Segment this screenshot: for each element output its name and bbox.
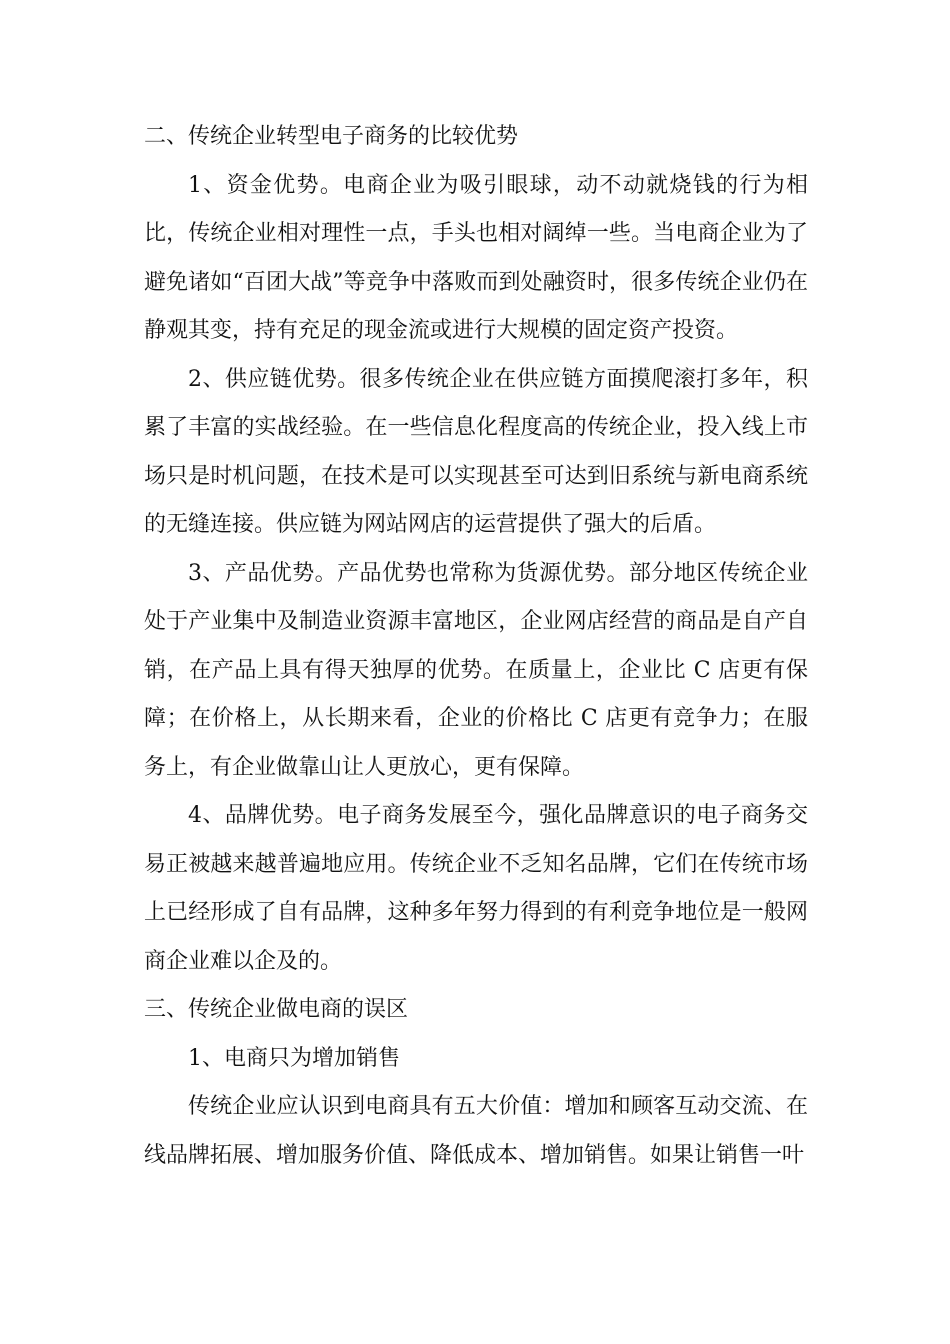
paragraph-supply-chain-advantage: 2、供应链优势。很多传统企业在供应链方面摸爬滚打多年，积累了丰富的实战经验。在一些信息化程度高的传统企业，投入线上市场只是时机问题，在技术是可以实现甚至可达到旧系统与新电商系统的无缝连接。供应链为网站网店的运营提供了强大的后盾。 [144,366,808,537]
subheading-sales-only: 1、电商只为增加销售 [188,1045,400,1071]
paragraph-capital-advantage: 1、资金优势。电商企业为吸引眼球，动不动就烧钱的行为相比，传统企业相对理性一点，手头也相对阔绰一些。当电商企业为了避免诸如“百团大战”等竞争中落败而到处融资时，很多传统企业仍在静观其变，持有充足的现金流或进行大规模的固定资产投资。 [144,172,808,343]
section-heading-advantages: 二、传统企业转型电子商务的比较优势 [144,124,519,149]
paragraph-brand-advantage: 4、品牌优势。电子商务发展至今，强化品牌意识的电子商务交易正被越来越普遍地应用。传统企业不乏知名品牌，它们在传统市场上已经形成了自有品牌，这种多年努力得到的有利竞争地位是一般网商企业难以企及的。 [144,803,808,974]
paragraph-product-advantage: 3、产品优势。产品优势也常称为货源优势。部分地区传统企业处于产业集中及制造业资源丰富地区，企业网店经营的商品是自产自销，在产品上具有得天独厚的优势。在质量上，企业比 C 店更有保障；在价格上，从长期来看，企业的价格比 C 店更有竞争力；在服务上，有企业做靠山让人更放心，更有保障。 [144,560,808,780]
section-heading-misconceptions: 三、传统企业做电商的误区 [144,997,409,1022]
document-body [144,113,808,1180]
paragraph-five-values: 传统企业应认识到电商具有五大价值：增加和顾客互动交流、在线品牌拓展、增加服务价值、降低成本、增加销售。如果让销售一叶 [144,1094,808,1168]
